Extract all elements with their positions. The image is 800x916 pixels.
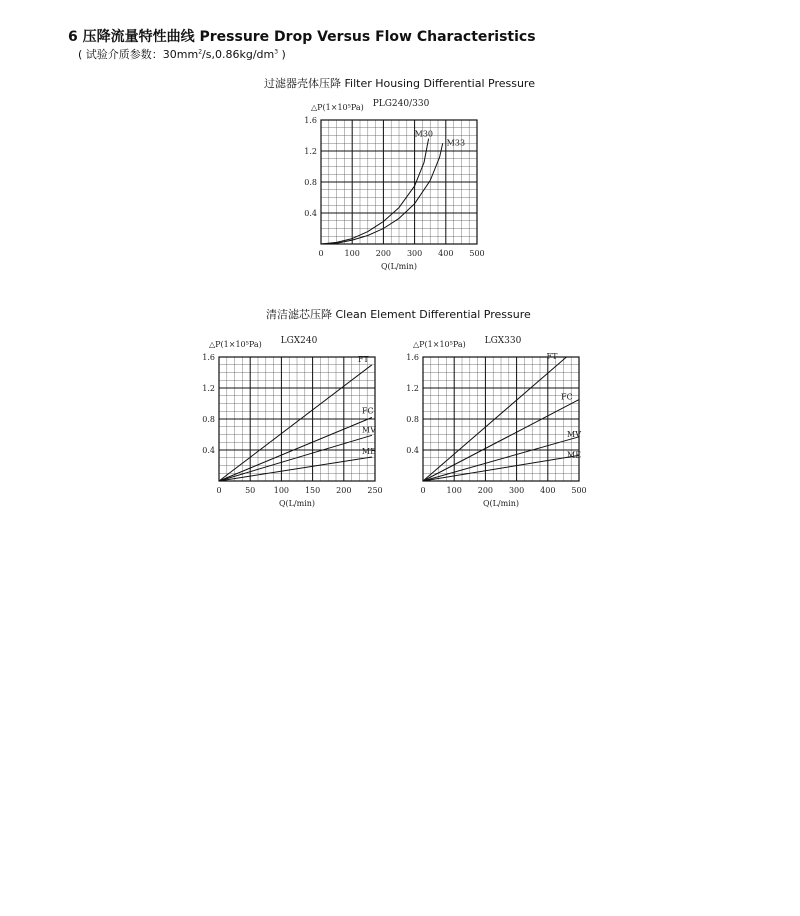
x-tick-label: 50 — [245, 486, 256, 495]
y-tick-label: 1.6 — [202, 353, 215, 362]
y-tick-label: 1.6 — [304, 116, 317, 125]
test-conditions — [78, 46, 286, 62]
x-tick-label: 0 — [318, 249, 324, 258]
y-axis-label: △P(1×10⁵Pa) — [413, 340, 466, 349]
condition-prefix: ( 试验介质参数：30mm — [78, 48, 199, 61]
housing-section-title: 过滤器壳体压降 Filter Housing Differential Pressure — [264, 77, 535, 90]
y-tick-label: 1.2 — [406, 384, 419, 393]
series-label-m33: M33 — [446, 138, 466, 148]
y-tick-label: 1.6 — [406, 353, 419, 362]
x-tick-label: 200 — [477, 486, 494, 495]
y-axis-label: △P(1×10⁵Pa) — [311, 103, 364, 112]
series-label-mv: MV — [567, 429, 581, 439]
chart-title: PLG240/330 — [372, 99, 430, 109]
element-chart-lgx240 — [200, 332, 390, 512]
x-axis-label: Q(L/min) — [380, 262, 418, 271]
x-axis-label: Q(L/min) — [482, 499, 520, 508]
condition-sup-2: 3 — [274, 48, 279, 56]
element-section-title: 清洁滤芯压降 Clean Element Differential Pressure — [266, 308, 531, 321]
x-tick-label: 400 — [438, 249, 454, 258]
x-tick-label: 0 — [420, 486, 426, 495]
series-line-ft — [219, 365, 372, 481]
series-line-me — [219, 457, 372, 481]
x-tick-label: 300 — [406, 249, 423, 258]
series-label-fc: FC — [561, 392, 573, 402]
condition-suffix: ) — [278, 48, 286, 61]
y-tick-label: 0.8 — [406, 415, 419, 424]
grid — [219, 354, 375, 481]
condition-mid: /s,0.86kg/dm — [202, 48, 275, 61]
series-label-me: ME — [361, 446, 376, 456]
y-axis-label: △P(1×10⁵Pa) — [209, 340, 262, 349]
series-label-fc: FC — [361, 406, 374, 416]
housing-chart-plg240-330 — [300, 96, 500, 276]
grid — [423, 357, 582, 481]
x-tick-label: 400 — [540, 486, 556, 495]
condition-sup-1: 2 — [198, 48, 203, 56]
series-label-mv: MV — [361, 425, 376, 435]
x-tick-label: 500 — [571, 486, 587, 495]
series-label-ft: FT — [546, 352, 558, 361]
x-tick-label: 100 — [344, 249, 360, 258]
x-tick-label: 250 — [367, 486, 383, 495]
x-tick-label: 200 — [375, 249, 392, 258]
y-tick-label: 0.4 — [304, 209, 317, 218]
x-tick-label: 200 — [336, 486, 352, 495]
series-label-m30: M30 — [414, 129, 434, 139]
y-tick-label: 0.8 — [304, 178, 317, 187]
series-line-m30 — [321, 139, 429, 244]
chart-title: LGX330 — [484, 336, 522, 346]
x-tick-label: 150 — [304, 486, 321, 495]
x-axis-label: Q(L/min) — [278, 499, 316, 508]
y-tick-label: 0.4 — [202, 446, 215, 455]
y-tick-label: 1.2 — [202, 384, 215, 393]
series-label-me: ME — [567, 450, 582, 460]
series-line-fc — [219, 418, 372, 482]
chart-title: LGX240 — [280, 336, 318, 346]
element-chart-lgx330 — [403, 332, 593, 512]
y-tick-label: 1.2 — [304, 147, 317, 156]
x-tick-label: 500 — [469, 249, 485, 258]
page-heading: 6 压降流量特性曲线 Pressure Drop Versus Flow Characteristics — [68, 29, 536, 45]
x-tick-label: 0 — [216, 486, 222, 495]
x-tick-label: 100 — [446, 486, 462, 495]
series-label-ft: FT — [357, 354, 369, 364]
x-tick-label: 300 — [508, 486, 525, 495]
y-tick-label: 0.4 — [406, 446, 419, 455]
y-tick-label: 0.8 — [202, 415, 215, 424]
x-tick-label: 100 — [273, 486, 290, 495]
